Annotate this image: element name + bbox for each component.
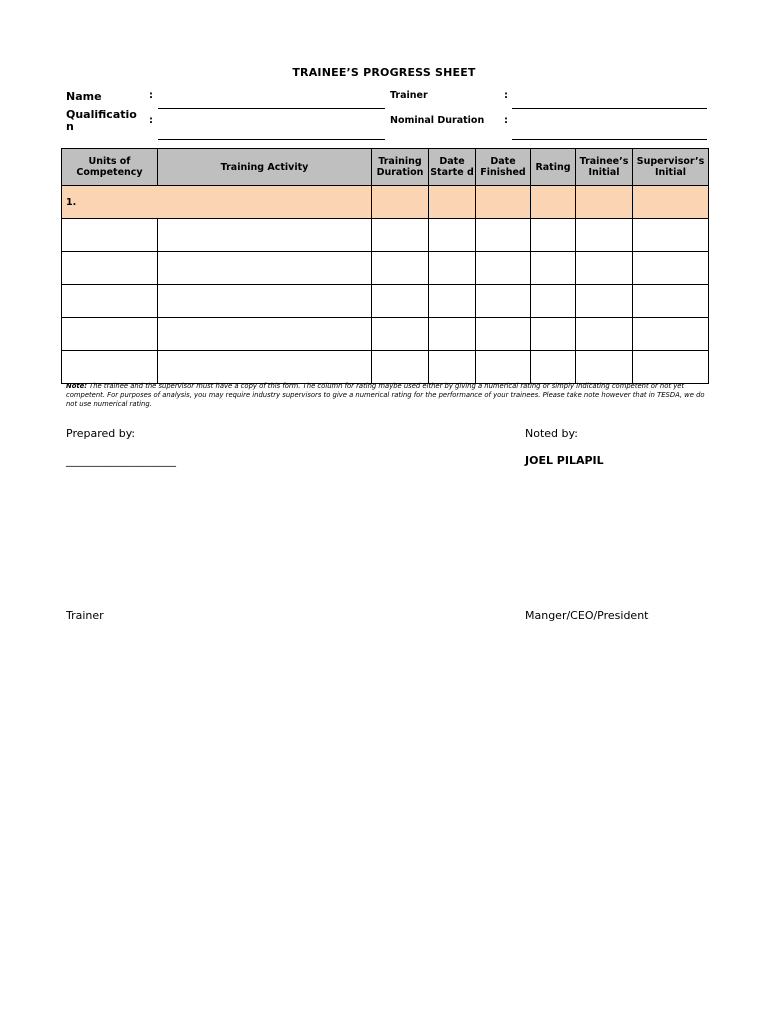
trainer-role: Trainer bbox=[66, 609, 104, 622]
col-header-date-finished: Date Finished bbox=[476, 149, 531, 186]
table-cell[interactable] bbox=[476, 318, 531, 351]
prepared-by-line: ____________________ bbox=[66, 454, 176, 467]
table-cell[interactable] bbox=[531, 318, 576, 351]
note-text: The trainee and the supervisor must have a copy of this form. The column for rating maybe used either by giving a numerical rating or simply indicating competent or not yet competent. For purposes of analysis, you may require industry supervisors to give a numerical rating for the performance of your trainees. Please take note however that in TESDA, we do not use numerical rating. bbox=[66, 382, 705, 408]
note-label: Note: bbox=[66, 382, 87, 390]
table-cell[interactable] bbox=[62, 351, 158, 384]
table-cell[interactable] bbox=[531, 285, 576, 318]
table-cell[interactable] bbox=[476, 285, 531, 318]
prepared-by-label: Prepared by: bbox=[66, 427, 136, 440]
table-cell[interactable] bbox=[633, 186, 709, 219]
table-cell[interactable] bbox=[576, 318, 633, 351]
col-header-activity: Training Activity bbox=[158, 149, 372, 186]
table-row bbox=[62, 351, 709, 384]
qualification-colon: : bbox=[149, 115, 153, 126]
table-row bbox=[62, 252, 709, 285]
table-cell[interactable] bbox=[158, 318, 372, 351]
col-header-duration: Training Duration bbox=[372, 149, 429, 186]
table-cell[interactable] bbox=[531, 186, 576, 219]
noted-by-name: JOEL PILAPIL bbox=[525, 454, 604, 467]
table-cell[interactable] bbox=[476, 252, 531, 285]
table-cell[interactable] bbox=[633, 219, 709, 252]
table-cell[interactable] bbox=[372, 219, 429, 252]
table-cell[interactable] bbox=[429, 285, 476, 318]
manager-role: Manger/CEO/President bbox=[525, 609, 649, 622]
note-paragraph bbox=[66, 382, 706, 409]
table-cell[interactable] bbox=[476, 351, 531, 384]
table-cell[interactable] bbox=[429, 318, 476, 351]
table-cell[interactable] bbox=[576, 219, 633, 252]
table-cell[interactable] bbox=[531, 252, 576, 285]
qualification-field[interactable] bbox=[158, 139, 385, 140]
qualification-label: Qualificatio n bbox=[66, 108, 137, 133]
table-cell[interactable] bbox=[62, 219, 158, 252]
nominal-duration-colon: : bbox=[504, 115, 508, 126]
table-cell[interactable] bbox=[531, 219, 576, 252]
col-header-supervisor-initial: Supervisor’s Initial bbox=[633, 149, 709, 186]
table-cell[interactable] bbox=[476, 219, 531, 252]
table-cell[interactable] bbox=[576, 351, 633, 384]
nominal-duration-field[interactable] bbox=[512, 139, 707, 140]
table-cell[interactable] bbox=[633, 285, 709, 318]
name-colon: : bbox=[149, 90, 153, 101]
table-row bbox=[62, 285, 709, 318]
table-cell[interactable] bbox=[158, 351, 372, 384]
table-cell[interactable] bbox=[429, 186, 476, 219]
table-cell[interactable] bbox=[633, 252, 709, 285]
unit-row bbox=[62, 186, 709, 219]
table-row bbox=[62, 318, 709, 351]
table-cell[interactable] bbox=[158, 285, 372, 318]
col-header-trainee-initial: Trainee’s Initial bbox=[576, 149, 633, 186]
table-cell[interactable] bbox=[633, 351, 709, 384]
table-cell[interactable] bbox=[372, 318, 429, 351]
unit-number[interactable]: 1. bbox=[62, 186, 372, 219]
name-label: Name bbox=[66, 90, 102, 103]
table-cell[interactable] bbox=[372, 252, 429, 285]
table-cell[interactable] bbox=[372, 186, 429, 219]
table-cell[interactable] bbox=[531, 351, 576, 384]
col-header-units: Units of Competency bbox=[62, 149, 158, 186]
table-header-row bbox=[62, 149, 709, 186]
table-cell[interactable] bbox=[429, 219, 476, 252]
name-field[interactable] bbox=[158, 108, 385, 109]
table-cell[interactable] bbox=[372, 351, 429, 384]
table-cell[interactable] bbox=[576, 252, 633, 285]
nominal-duration-label: Nominal Duration bbox=[390, 115, 485, 126]
table-cell[interactable] bbox=[476, 186, 531, 219]
col-header-date-started: Date Starte d bbox=[429, 149, 476, 186]
table-cell[interactable] bbox=[429, 252, 476, 285]
table-cell[interactable] bbox=[429, 351, 476, 384]
table-cell[interactable] bbox=[62, 252, 158, 285]
trainer-label: Trainer bbox=[390, 90, 428, 101]
table-row bbox=[62, 219, 709, 252]
col-header-rating: Rating bbox=[531, 149, 576, 186]
table-cell[interactable] bbox=[633, 318, 709, 351]
progress-table bbox=[61, 148, 709, 384]
table-cell[interactable] bbox=[372, 285, 429, 318]
table-cell[interactable] bbox=[576, 285, 633, 318]
table-cell[interactable] bbox=[158, 252, 372, 285]
page-title: TRAINEE’S PROGRESS SHEET bbox=[292, 66, 476, 79]
table-cell[interactable] bbox=[576, 186, 633, 219]
trainer-colon: : bbox=[504, 90, 508, 101]
trainer-field[interactable] bbox=[512, 108, 707, 109]
table-cell[interactable] bbox=[62, 318, 158, 351]
table-cell[interactable] bbox=[62, 285, 158, 318]
noted-by-label: Noted by: bbox=[525, 427, 578, 440]
table-cell[interactable] bbox=[158, 219, 372, 252]
